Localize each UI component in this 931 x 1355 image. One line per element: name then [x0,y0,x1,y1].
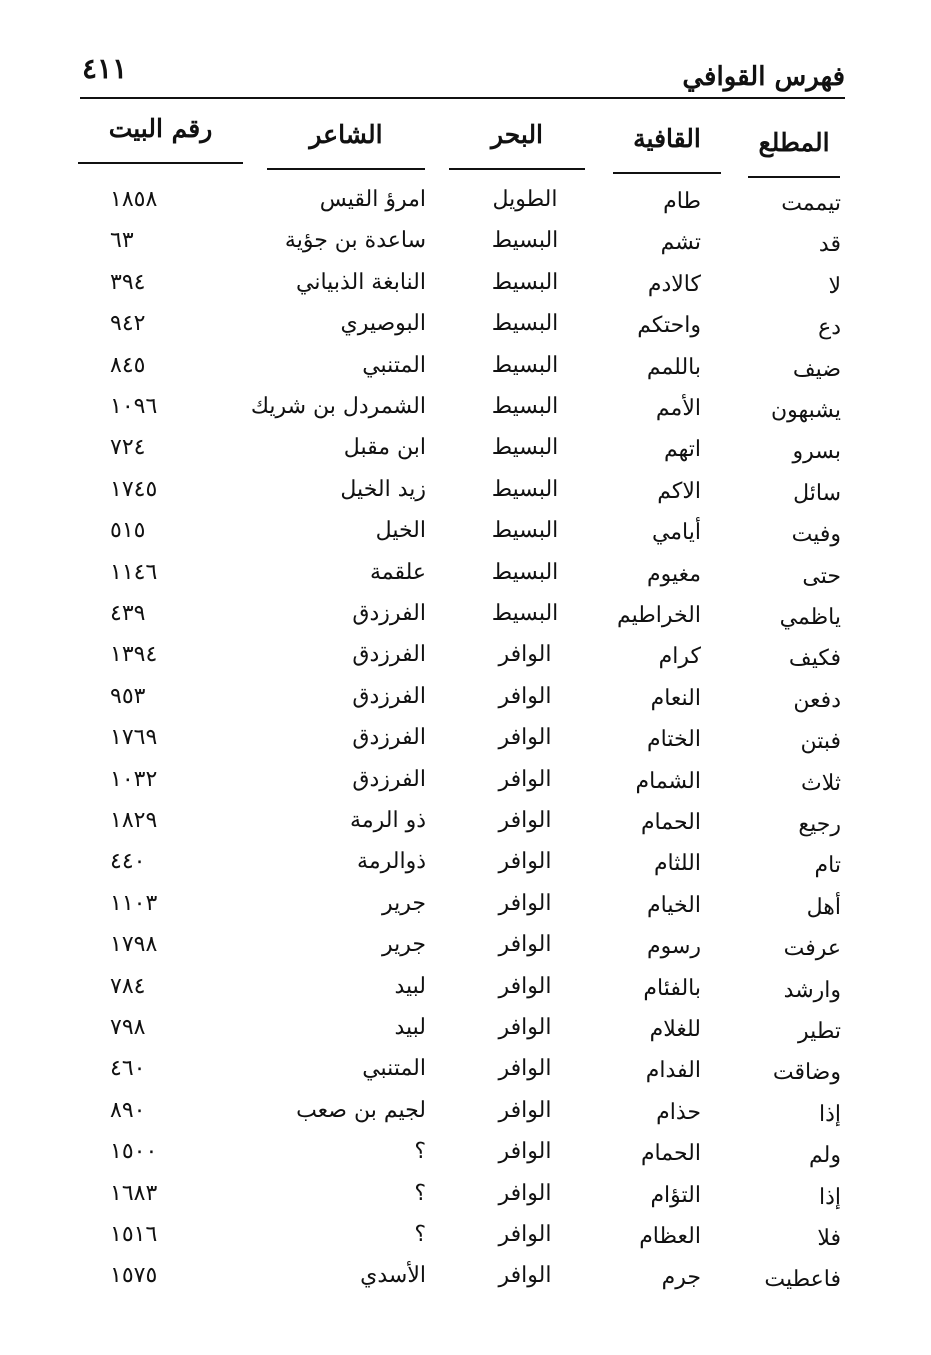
shaer-cell: الشمردل بن شريك [250,394,426,419]
table-row [0,1132,931,1172]
page-number: ٤١١ [82,52,128,85]
shaer-cell: زيد الخيل [340,476,426,502]
table-row [0,842,931,882]
bahr-cell: الوافر [498,890,552,916]
matla-cell: ولم [809,1143,841,1169]
shaer-cell: البوصيري [340,311,426,337]
qafiya-cell: تشم [660,230,701,256]
table-row [0,1256,931,1296]
table-row [0,428,931,468]
qafiya-cell: اللثام [653,851,701,877]
matla-cell: فبتن [800,729,841,755]
verse-number-cell: ١٧٩٨ [110,932,158,958]
bahr-cell: الوافر [498,973,552,999]
table-row [0,677,931,717]
verse-number-cell: ١٧٦٩ [110,725,158,751]
shaer-cell: المتنبي [362,352,426,378]
qafiya-cell: الفدام [645,1058,701,1084]
table-row [0,221,931,261]
shaer-cell: المتنبي [362,1056,426,1082]
qafiya-cell: النعام [650,685,701,711]
table-row [0,553,931,593]
running-title: فهرس القوافي [682,62,845,92]
matla-cell: إذا [818,1184,841,1210]
column-header-qafiya: القافية [613,124,721,174]
matla-cell: إذا [818,1101,841,1127]
table-row [0,470,931,510]
matla-cell: سائل [793,480,841,506]
bahr-cell: البسيط [491,228,559,254]
shaer-cell: ابن مقبل [343,435,426,461]
verse-number-cell: ١٧٤٥ [110,476,158,502]
qafiya-cell: الشمام [635,768,701,794]
shaer-cell: ؟ [414,1222,426,1247]
verse-number-cell: ٧٩٨ [110,1015,146,1040]
shaer-cell: الفرزدق [352,725,426,751]
verse-number-cell: ١٠٩٦ [110,394,158,419]
verse-number-cell: ١٥١٦ [110,1222,158,1247]
table-row [0,635,931,675]
shaer-cell: الخيل [375,518,426,544]
matla-cell: ضيف [792,356,841,382]
shaer-cell: ذوالرمة [357,849,426,875]
qafiya-cell: الاكم [657,478,701,504]
shaer-cell: امرؤ القيس [319,187,426,212]
verse-number-cell: ١٣٩٤ [110,642,158,668]
table-row [0,967,931,1007]
table-row [0,1215,931,1255]
qafiya-cell: العظام [639,1224,701,1249]
matla-cell: رجيع [798,812,841,837]
table-row [0,304,931,344]
matla-cell: تيممت [781,191,841,216]
bahr-cell: الوافر [498,1222,552,1247]
shaer-cell: لجيم بن صعب [296,1097,426,1123]
table-row [0,925,931,965]
verse-number-cell: ١٦٨٣ [110,1180,158,1206]
matla-cell: تام [814,853,841,879]
shaer-cell: الفرزدق [352,642,426,668]
matla-cell: عرفت [783,936,841,962]
matla-cell: ياظمي [779,605,841,630]
bahr-cell: البسيط [491,269,559,295]
shaer-cell: النابغة الذبياني [296,269,426,295]
bahr-cell: الوافر [498,1180,552,1206]
bahr-cell: الوافر [498,1015,552,1040]
verse-number-cell: ٧٢٤ [110,435,146,461]
bahr-cell: الوافر [498,683,552,709]
matla-cell: بسرو [792,439,841,465]
matla-cell: وفيت [791,522,841,548]
qafiya-cell: طام [663,189,701,214]
table-row [0,346,931,386]
verse-number-cell: ١١٤٦ [110,559,158,585]
bahr-cell: الوافر [498,766,552,792]
shaer-cell: الفرزدق [352,601,426,626]
qafiya-cell: التؤام [650,1182,701,1208]
verse-number-cell: ١٠٣٢ [110,766,158,792]
bahr-cell: البسيط [491,352,559,378]
table-row [0,1008,931,1048]
verse-number-cell: ١٨٢٩ [110,808,158,833]
table-row [0,1091,931,1131]
matla-cell: فاعطيت [764,1267,841,1293]
bahr-cell: الطويل [492,187,558,212]
matla-cell: حتى [802,563,841,589]
qafiya-cell: كرام [658,644,701,670]
matla-cell: يشبهون [770,398,841,423]
table-row [0,387,931,427]
shaer-cell: ؟ [414,1139,426,1165]
verse-number-cell: ١٨٥٨ [110,187,158,212]
verse-number-cell: ٧٨٤ [110,973,146,999]
bahr-cell: البسيط [491,559,559,585]
verse-number-cell: ١١٠٣ [110,890,158,916]
bahr-cell: الوافر [498,1263,552,1289]
qafiya-cell: رسوم [646,934,701,960]
qafiya-cell: باللمم [646,354,701,380]
verse-number-cell: ١٥٧٥ [110,1263,158,1289]
bahr-cell: البسيط [491,601,559,626]
bahr-cell: الوافر [498,849,552,875]
table-row [0,594,931,634]
verse-number-cell: ٣٩٤ [110,269,146,295]
column-header-matla: المطلع [748,128,840,178]
shaer-cell: ؟ [414,1180,426,1206]
table-row [0,718,931,758]
matla-cell: أهل [806,894,841,920]
bahr-cell: الوافر [498,1139,552,1165]
bahr-cell: الوافر [498,932,552,958]
table-row [0,1174,931,1214]
qafiya-cell: الختام [647,727,701,753]
matla-cell: دع [818,315,841,341]
matla-cell: فكيف [788,646,841,672]
qafiya-cell: بالفئام [643,975,701,1001]
shaer-cell: لبيد [394,1015,426,1040]
verse-number-cell: ٥١٥ [110,518,146,544]
bahr-cell: الوافر [498,808,552,833]
verse-number-cell: ٨٩٠ [110,1097,146,1123]
verse-number-cell: ٩٥٣ [110,683,146,709]
verse-number-cell: ١٥٠٠ [110,1139,158,1165]
bahr-cell: البسيط [491,518,559,544]
column-header-raqm: رقم البيت [78,114,243,164]
bahr-cell: الوافر [498,642,552,668]
table-row [0,1049,931,1089]
shaer-cell: ذو الرمة [350,808,426,833]
matla-cell: تطير [798,1019,841,1044]
qafiya-cell: الحمام [640,810,701,835]
verse-number-cell: ٩٤٢ [110,311,146,337]
qafiya-cell: الخراطيم [616,603,701,628]
matla-cell: لا [828,273,841,299]
verse-number-cell: ٤٦٠ [110,1056,146,1082]
bahr-cell: البسيط [491,476,559,502]
column-header-bahr: البحر [449,120,585,170]
matla-cell: قد [818,232,841,258]
table-row [0,801,931,841]
bahr-cell: الوافر [498,1056,552,1082]
shaer-cell: علقمة [369,559,426,585]
bahr-cell: البسيط [491,394,559,419]
bahr-cell: الوافر [498,725,552,751]
bahr-cell: الوافر [498,1097,552,1123]
shaer-cell: جرير [382,890,426,916]
matla-cell: وضاقت [772,1060,841,1086]
shaer-cell: لبيد [394,973,426,999]
matla-cell: فلا [817,1226,841,1251]
matla-cell: دفعن [793,687,841,713]
qafiya-cell: أيامي [651,520,701,546]
shaer-cell: الأسدي [360,1263,426,1289]
table-row [0,180,931,220]
table-row [0,263,931,303]
verse-number-cell: ٤٣٩ [110,601,146,626]
table-row [0,511,931,551]
qafiya-cell: للغلام [649,1017,701,1042]
shaer-cell: الفرزدق [352,683,426,709]
qafiya-cell: الأمم [655,396,701,421]
qafiya-cell: حذام [656,1099,701,1125]
matla-cell: ثلاث [801,770,841,796]
qafiya-cell: كالادم [647,271,701,297]
column-header-shaer: الشاعر [267,120,425,170]
qafiya-cell: اتهم [663,437,701,463]
bahr-cell: البسيط [491,311,559,337]
verse-number-cell: ٦٣ [110,228,134,254]
qafiya-cell: الخيام [647,892,701,918]
verse-number-cell: ٨٤٥ [110,352,146,378]
shaer-cell: جرير [382,932,426,958]
qafiya-cell: جرم [661,1265,701,1291]
verse-number-cell: ٤٤٠ [110,849,146,875]
table-row [0,884,931,924]
shaer-cell: الفرزدق [352,766,426,792]
qafiya-cell: مغيوم [646,561,701,587]
qafiya-cell: واحتكم [637,313,701,339]
bahr-cell: البسيط [491,435,559,461]
table-row [0,760,931,800]
matla-cell: وارشد [783,977,841,1003]
qafiya-cell: الحمام [640,1141,701,1167]
shaer-cell: ساعدة بن جؤية [284,228,426,254]
